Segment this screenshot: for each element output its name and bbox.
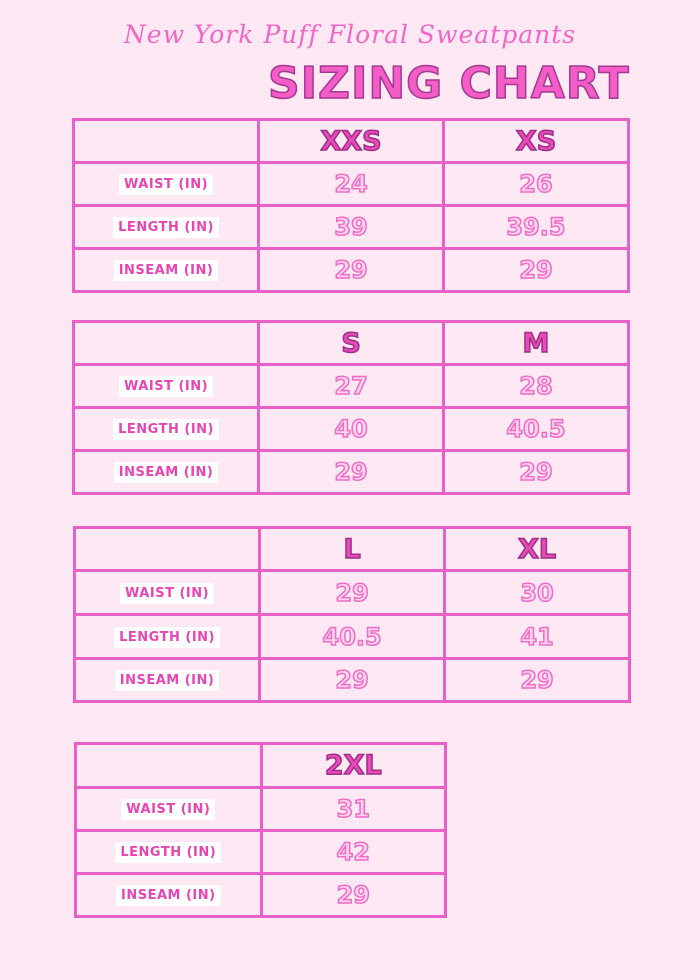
waist-label: WAIST (IN) xyxy=(119,376,213,397)
length-label-cell xyxy=(74,206,259,249)
length-label: LENGTH (IN) xyxy=(114,627,220,648)
length-label: LENGTH (IN) xyxy=(115,842,221,863)
inseam-label: INSEAM (IN) xyxy=(116,885,221,906)
waist-label-cell xyxy=(74,163,259,206)
empty-corner-cell xyxy=(75,528,260,571)
size-table-2xl xyxy=(74,742,447,918)
empty-corner-cell xyxy=(76,744,262,788)
inseam-value: 29 xyxy=(261,874,445,917)
inseam-label-cell xyxy=(74,451,259,494)
inseam-value: 29 xyxy=(260,659,445,702)
waist-value: 26 xyxy=(444,163,629,206)
page-title: SIZING CHART xyxy=(268,58,630,109)
inseam-value: 29 xyxy=(444,249,629,292)
empty-corner-cell xyxy=(74,120,259,163)
inseam-value: 29 xyxy=(443,451,628,494)
length-value: 40.5 xyxy=(260,615,445,659)
length-label: LENGTH (IN) xyxy=(113,419,219,440)
size-table-s-m xyxy=(72,320,630,495)
inseam-label-cell xyxy=(75,659,260,702)
waist-value: 28 xyxy=(443,365,628,408)
inseam-value: 29 xyxy=(259,249,444,292)
size-table-l-xl xyxy=(73,526,631,703)
waist-label-cell xyxy=(76,788,262,831)
length-value: 41 xyxy=(445,615,630,659)
length-label-cell xyxy=(74,408,259,451)
inseam-label: INSEAM (IN) xyxy=(114,462,219,483)
inseam-value: 29 xyxy=(259,451,444,494)
length-value: 42 xyxy=(261,831,445,874)
waist-value: 29 xyxy=(260,571,445,615)
waist-label-cell xyxy=(75,571,260,615)
inseam-label-cell xyxy=(76,874,262,917)
length-value: 39 xyxy=(259,206,444,249)
length-label-cell xyxy=(75,615,260,659)
waist-value: 27 xyxy=(259,365,444,408)
size-header: M xyxy=(443,322,628,365)
length-label: LENGTH (IN) xyxy=(113,217,219,238)
waist-label: WAIST (IN) xyxy=(119,174,213,195)
length-value: 40.5 xyxy=(443,408,628,451)
waist-value: 24 xyxy=(259,163,444,206)
size-header: 2XL xyxy=(261,744,445,788)
size-header: S xyxy=(259,322,444,365)
waist-label: WAIST (IN) xyxy=(120,583,214,604)
size-header: XS xyxy=(444,120,629,163)
inseam-label-cell xyxy=(74,249,259,292)
size-header: L xyxy=(260,528,445,571)
size-header: XL xyxy=(445,528,630,571)
product-name: New York Puff Floral Sweatpants xyxy=(123,20,577,49)
empty-corner-cell xyxy=(74,322,259,365)
waist-value: 31 xyxy=(261,788,445,831)
length-value: 39.5 xyxy=(444,206,629,249)
inseam-label: INSEAM (IN) xyxy=(115,670,220,691)
length-value: 40 xyxy=(259,408,444,451)
length-label-cell xyxy=(76,831,262,874)
waist-label-cell xyxy=(74,365,259,408)
size-header: XXS xyxy=(259,120,444,163)
inseam-value: 29 xyxy=(445,659,630,702)
size-table-xxs-xs xyxy=(72,118,630,293)
inseam-label: INSEAM (IN) xyxy=(114,260,219,281)
waist-label: WAIST (IN) xyxy=(121,799,215,820)
waist-value: 30 xyxy=(445,571,630,615)
